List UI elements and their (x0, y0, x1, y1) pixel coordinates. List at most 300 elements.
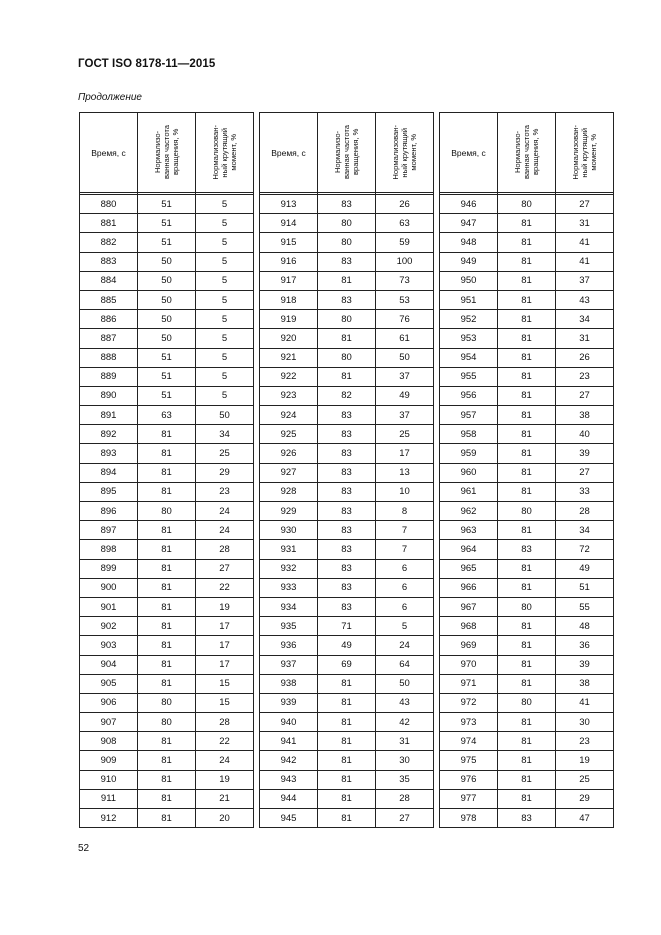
cell-speed: 83 (318, 463, 376, 482)
table-row (440, 789, 614, 808)
cell-torque: 76 (376, 310, 434, 329)
cell-speed: 81 (318, 674, 376, 693)
cell-time: 882 (80, 233, 138, 252)
page-number: 52 (78, 843, 90, 854)
cell-torque: 30 (376, 751, 434, 770)
table-row (260, 482, 434, 501)
cell-time: 974 (440, 732, 498, 751)
cell-speed: 81 (498, 617, 556, 636)
cell-torque: 27 (556, 195, 614, 214)
cell-speed: 83 (318, 559, 376, 578)
cell-speed: 51 (138, 367, 196, 386)
cell-speed: 50 (138, 329, 196, 348)
cell-time: 911 (80, 789, 138, 808)
table-row (80, 617, 254, 636)
cell-time: 912 (80, 809, 138, 828)
table-row (260, 521, 434, 540)
cell-time: 934 (260, 597, 318, 616)
cell-time: 880 (80, 195, 138, 214)
cell-time: 925 (260, 425, 318, 444)
cell-torque: 21 (196, 789, 254, 808)
cell-speed: 81 (138, 578, 196, 597)
cell-speed: 81 (498, 290, 556, 309)
table-row (440, 348, 614, 367)
cell-speed: 81 (138, 770, 196, 789)
header-torque: Нормализован- ный крутящий момент, % (556, 113, 614, 193)
cell-torque: 53 (376, 290, 434, 309)
table-row (440, 463, 614, 482)
cell-torque: 5 (196, 214, 254, 233)
cell-speed: 81 (498, 559, 556, 578)
cell-torque: 25 (196, 444, 254, 463)
cell-time: 943 (260, 770, 318, 789)
cell-torque: 15 (196, 693, 254, 712)
table-row (80, 348, 254, 367)
cell-time: 967 (440, 597, 498, 616)
cell-torque: 6 (376, 597, 434, 616)
cell-speed: 51 (138, 195, 196, 214)
cell-speed: 81 (138, 732, 196, 751)
cell-torque: 23 (556, 732, 614, 751)
cell-torque: 25 (556, 770, 614, 789)
header-torque: Нормализован- ный крутящий момент, % (196, 113, 254, 193)
table-row (80, 732, 254, 751)
cell-time: 894 (80, 463, 138, 482)
table-row (260, 617, 434, 636)
cell-time: 889 (80, 367, 138, 386)
cell-time: 918 (260, 290, 318, 309)
cell-speed: 80 (318, 348, 376, 367)
cell-speed: 69 (318, 655, 376, 674)
cell-time: 952 (440, 310, 498, 329)
table-row (440, 636, 614, 655)
table-row (440, 290, 614, 309)
cell-torque: 40 (556, 425, 614, 444)
table-row (440, 233, 614, 252)
table-row (80, 271, 254, 290)
table-row (260, 386, 434, 405)
cell-time: 890 (80, 386, 138, 405)
table-row (440, 732, 614, 751)
cell-torque: 13 (376, 463, 434, 482)
cell-torque: 50 (376, 348, 434, 367)
table-row (80, 521, 254, 540)
cell-speed: 81 (318, 271, 376, 290)
cell-time: 957 (440, 406, 498, 425)
cell-time: 881 (80, 214, 138, 233)
cell-time: 905 (80, 674, 138, 693)
cell-speed: 50 (138, 252, 196, 271)
cell-time: 960 (440, 463, 498, 482)
cell-time: 932 (260, 559, 318, 578)
table-row (260, 540, 434, 559)
cell-torque: 5 (196, 386, 254, 405)
cell-speed: 63 (138, 406, 196, 425)
cell-torque: 5 (196, 310, 254, 329)
cell-torque: 50 (196, 406, 254, 425)
cell-time: 896 (80, 502, 138, 521)
cell-time: 945 (260, 809, 318, 828)
cell-speed: 81 (498, 386, 556, 405)
cell-torque: 5 (196, 195, 254, 214)
header-time: Время, с (80, 113, 138, 193)
table-row (440, 559, 614, 578)
cell-speed: 81 (138, 674, 196, 693)
cell-time: 947 (440, 214, 498, 233)
cell-speed: 80 (318, 214, 376, 233)
table-row (80, 636, 254, 655)
cell-speed: 81 (498, 214, 556, 233)
table-row (440, 425, 614, 444)
header-speed: Нормализо- ванная частота вращения, % (318, 113, 376, 193)
cell-speed: 81 (138, 597, 196, 616)
cell-torque: 20 (196, 809, 254, 828)
cell-time: 885 (80, 290, 138, 309)
cell-speed: 82 (318, 386, 376, 405)
cell-torque: 31 (376, 732, 434, 751)
cell-speed: 81 (498, 406, 556, 425)
cell-time: 940 (260, 713, 318, 732)
cell-time: 923 (260, 386, 318, 405)
cell-torque: 41 (556, 233, 614, 252)
cell-speed: 81 (498, 425, 556, 444)
table-row (80, 406, 254, 425)
cell-speed: 83 (318, 521, 376, 540)
table-row (260, 502, 434, 521)
data-table-2 (259, 112, 434, 828)
cell-torque: 24 (376, 636, 434, 655)
cell-time: 949 (440, 252, 498, 271)
table-row (260, 674, 434, 693)
cell-time: 970 (440, 655, 498, 674)
table-row (260, 713, 434, 732)
cell-torque: 5 (196, 348, 254, 367)
cell-torque: 19 (196, 597, 254, 616)
cell-time: 965 (440, 559, 498, 578)
table-row (80, 425, 254, 444)
cell-torque: 34 (196, 425, 254, 444)
cell-torque: 39 (556, 655, 614, 674)
cell-speed: 81 (318, 693, 376, 712)
cell-speed: 80 (138, 713, 196, 732)
cell-torque: 41 (556, 252, 614, 271)
table-row (440, 597, 614, 616)
table-row (260, 252, 434, 271)
cell-torque: 73 (376, 271, 434, 290)
cell-time: 975 (440, 751, 498, 770)
cell-torque: 47 (556, 809, 614, 828)
table-row (260, 214, 434, 233)
cell-time: 935 (260, 617, 318, 636)
cell-torque: 35 (376, 770, 434, 789)
cell-time: 978 (440, 809, 498, 828)
cell-speed: 81 (498, 367, 556, 386)
cell-speed: 81 (498, 713, 556, 732)
table-row (440, 540, 614, 559)
table-row (260, 693, 434, 712)
cell-speed: 83 (498, 540, 556, 559)
table-row (80, 789, 254, 808)
cell-torque: 5 (196, 252, 254, 271)
cell-time: 886 (80, 310, 138, 329)
cell-speed: 81 (498, 770, 556, 789)
table-row (260, 290, 434, 309)
table-row (440, 214, 614, 233)
table-row (80, 310, 254, 329)
table-row (80, 444, 254, 463)
table-row (440, 521, 614, 540)
table-row (440, 809, 614, 828)
cell-speed: 81 (318, 789, 376, 808)
cell-speed: 81 (498, 482, 556, 501)
table-row (80, 713, 254, 732)
table-row (440, 271, 614, 290)
cell-speed: 80 (498, 502, 556, 521)
cell-speed: 83 (318, 597, 376, 616)
cell-torque: 25 (376, 425, 434, 444)
cell-torque: 24 (196, 751, 254, 770)
cell-speed: 81 (498, 674, 556, 693)
cell-time: 948 (440, 233, 498, 252)
cell-time: 892 (80, 425, 138, 444)
table-row (260, 809, 434, 828)
cell-speed: 81 (318, 713, 376, 732)
table-row (80, 367, 254, 386)
cell-time: 922 (260, 367, 318, 386)
cell-time: 946 (440, 195, 498, 214)
table-row (80, 252, 254, 271)
cell-torque: 38 (556, 406, 614, 425)
table-row (80, 540, 254, 559)
cell-speed: 50 (138, 310, 196, 329)
table-row (440, 693, 614, 712)
table-row (260, 329, 434, 348)
cell-torque: 22 (196, 732, 254, 751)
cell-time: 891 (80, 406, 138, 425)
table-row (80, 214, 254, 233)
cell-time: 936 (260, 636, 318, 655)
table-row (260, 655, 434, 674)
cell-speed: 81 (318, 367, 376, 386)
cell-speed: 81 (498, 521, 556, 540)
table-row (80, 809, 254, 828)
table-row (260, 444, 434, 463)
table-row (260, 559, 434, 578)
cell-torque: 42 (376, 713, 434, 732)
data-table-1 (79, 112, 254, 828)
cell-time: 953 (440, 329, 498, 348)
table-row (440, 578, 614, 597)
cell-time: 893 (80, 444, 138, 463)
cell-torque: 17 (196, 655, 254, 674)
cell-speed: 81 (498, 252, 556, 271)
table-row (80, 502, 254, 521)
table-row (440, 310, 614, 329)
cell-torque: 19 (556, 751, 614, 770)
cell-speed: 83 (318, 482, 376, 501)
cell-speed: 83 (318, 195, 376, 214)
cell-torque: 61 (376, 329, 434, 348)
table-row (260, 425, 434, 444)
cell-speed: 81 (318, 732, 376, 751)
cell-torque: 23 (556, 367, 614, 386)
table-row (440, 367, 614, 386)
cell-speed: 81 (498, 310, 556, 329)
continuation-label: Продолжение (78, 92, 142, 103)
cell-time: 906 (80, 693, 138, 712)
cell-time: 917 (260, 271, 318, 290)
cell-torque: 51 (556, 578, 614, 597)
cell-time: 910 (80, 770, 138, 789)
cell-speed: 81 (138, 559, 196, 578)
cell-speed: 81 (498, 732, 556, 751)
cell-torque: 36 (556, 636, 614, 655)
cell-torque: 7 (376, 521, 434, 540)
table-row (440, 195, 614, 214)
cell-time: 913 (260, 195, 318, 214)
table-row (80, 693, 254, 712)
cell-time: 944 (260, 789, 318, 808)
cell-time: 920 (260, 329, 318, 348)
cell-speed: 81 (498, 655, 556, 674)
cell-torque: 28 (196, 540, 254, 559)
cell-torque: 5 (196, 271, 254, 290)
cell-time: 954 (440, 348, 498, 367)
cell-speed: 80 (138, 502, 196, 521)
cell-torque: 43 (556, 290, 614, 309)
cell-speed: 80 (498, 693, 556, 712)
table-row (260, 406, 434, 425)
table-row (260, 367, 434, 386)
table-row (260, 770, 434, 789)
cell-time: 903 (80, 636, 138, 655)
cell-time: 956 (440, 386, 498, 405)
cell-time: 973 (440, 713, 498, 732)
cell-torque: 27 (556, 463, 614, 482)
cell-torque: 50 (376, 674, 434, 693)
cell-speed: 51 (138, 348, 196, 367)
cell-torque: 38 (556, 674, 614, 693)
cell-time: 961 (440, 482, 498, 501)
cell-speed: 81 (498, 348, 556, 367)
cell-torque: 63 (376, 214, 434, 233)
cell-speed: 81 (138, 751, 196, 770)
table-row (440, 655, 614, 674)
cell-speed: 71 (318, 617, 376, 636)
cell-time: 898 (80, 540, 138, 559)
cell-speed: 50 (138, 271, 196, 290)
cell-time: 900 (80, 578, 138, 597)
cell-time: 941 (260, 732, 318, 751)
cell-torque: 27 (556, 386, 614, 405)
cell-torque: 5 (196, 367, 254, 386)
cell-speed: 51 (138, 214, 196, 233)
cell-time: 969 (440, 636, 498, 655)
table-row (80, 597, 254, 616)
cell-time: 958 (440, 425, 498, 444)
table-row (260, 751, 434, 770)
cell-torque: 55 (556, 597, 614, 616)
cell-speed: 80 (498, 195, 556, 214)
table-row (260, 463, 434, 482)
table-row (80, 233, 254, 252)
cell-torque: 26 (556, 348, 614, 367)
table-row (260, 597, 434, 616)
cell-speed: 83 (318, 406, 376, 425)
cell-time: 955 (440, 367, 498, 386)
cell-torque: 37 (376, 406, 434, 425)
cell-time: 963 (440, 521, 498, 540)
cell-torque: 49 (376, 386, 434, 405)
cell-time: 904 (80, 655, 138, 674)
cell-speed: 83 (318, 540, 376, 559)
header-torque: Нормализован- ный крутящий момент, % (376, 113, 434, 193)
cell-time: 928 (260, 482, 318, 501)
cell-speed: 81 (318, 329, 376, 348)
cell-torque: 37 (376, 367, 434, 386)
table-row (260, 310, 434, 329)
cell-time: 884 (80, 271, 138, 290)
cell-speed: 81 (498, 789, 556, 808)
cell-time: 976 (440, 770, 498, 789)
cell-speed: 81 (138, 463, 196, 482)
header-speed: Нормализо- ванная частота вращения, % (498, 113, 556, 193)
table-row (260, 578, 434, 597)
cell-torque: 5 (196, 329, 254, 348)
cell-torque: 19 (196, 770, 254, 789)
cell-torque: 10 (376, 482, 434, 501)
cell-speed: 83 (318, 290, 376, 309)
cell-torque: 15 (196, 674, 254, 693)
cell-time: 964 (440, 540, 498, 559)
cell-speed: 51 (138, 386, 196, 405)
cell-speed: 80 (138, 693, 196, 712)
cell-speed: 50 (138, 290, 196, 309)
cell-torque: 28 (376, 789, 434, 808)
cell-time: 921 (260, 348, 318, 367)
cell-speed: 81 (138, 444, 196, 463)
cell-torque: 37 (556, 271, 614, 290)
table-row (440, 406, 614, 425)
cell-torque: 5 (196, 233, 254, 252)
cell-speed: 81 (318, 770, 376, 789)
cell-time: 977 (440, 789, 498, 808)
cell-torque: 49 (556, 559, 614, 578)
cell-time: 938 (260, 674, 318, 693)
cell-time: 939 (260, 693, 318, 712)
table-row (260, 732, 434, 751)
cell-time: 950 (440, 271, 498, 290)
cell-time: 927 (260, 463, 318, 482)
cell-speed: 81 (498, 578, 556, 597)
cell-time: 915 (260, 233, 318, 252)
cell-speed: 81 (498, 463, 556, 482)
cell-time: 924 (260, 406, 318, 425)
cell-time: 971 (440, 674, 498, 693)
cell-speed: 81 (498, 271, 556, 290)
cell-torque: 5 (376, 617, 434, 636)
cell-speed: 83 (318, 252, 376, 271)
table-row (440, 444, 614, 463)
cell-time: 929 (260, 502, 318, 521)
cell-speed: 81 (138, 789, 196, 808)
cell-speed: 83 (318, 578, 376, 597)
cell-torque: 17 (196, 617, 254, 636)
cell-time: 901 (80, 597, 138, 616)
cell-torque: 23 (196, 482, 254, 501)
cell-time: 951 (440, 290, 498, 309)
cell-speed: 81 (138, 540, 196, 559)
